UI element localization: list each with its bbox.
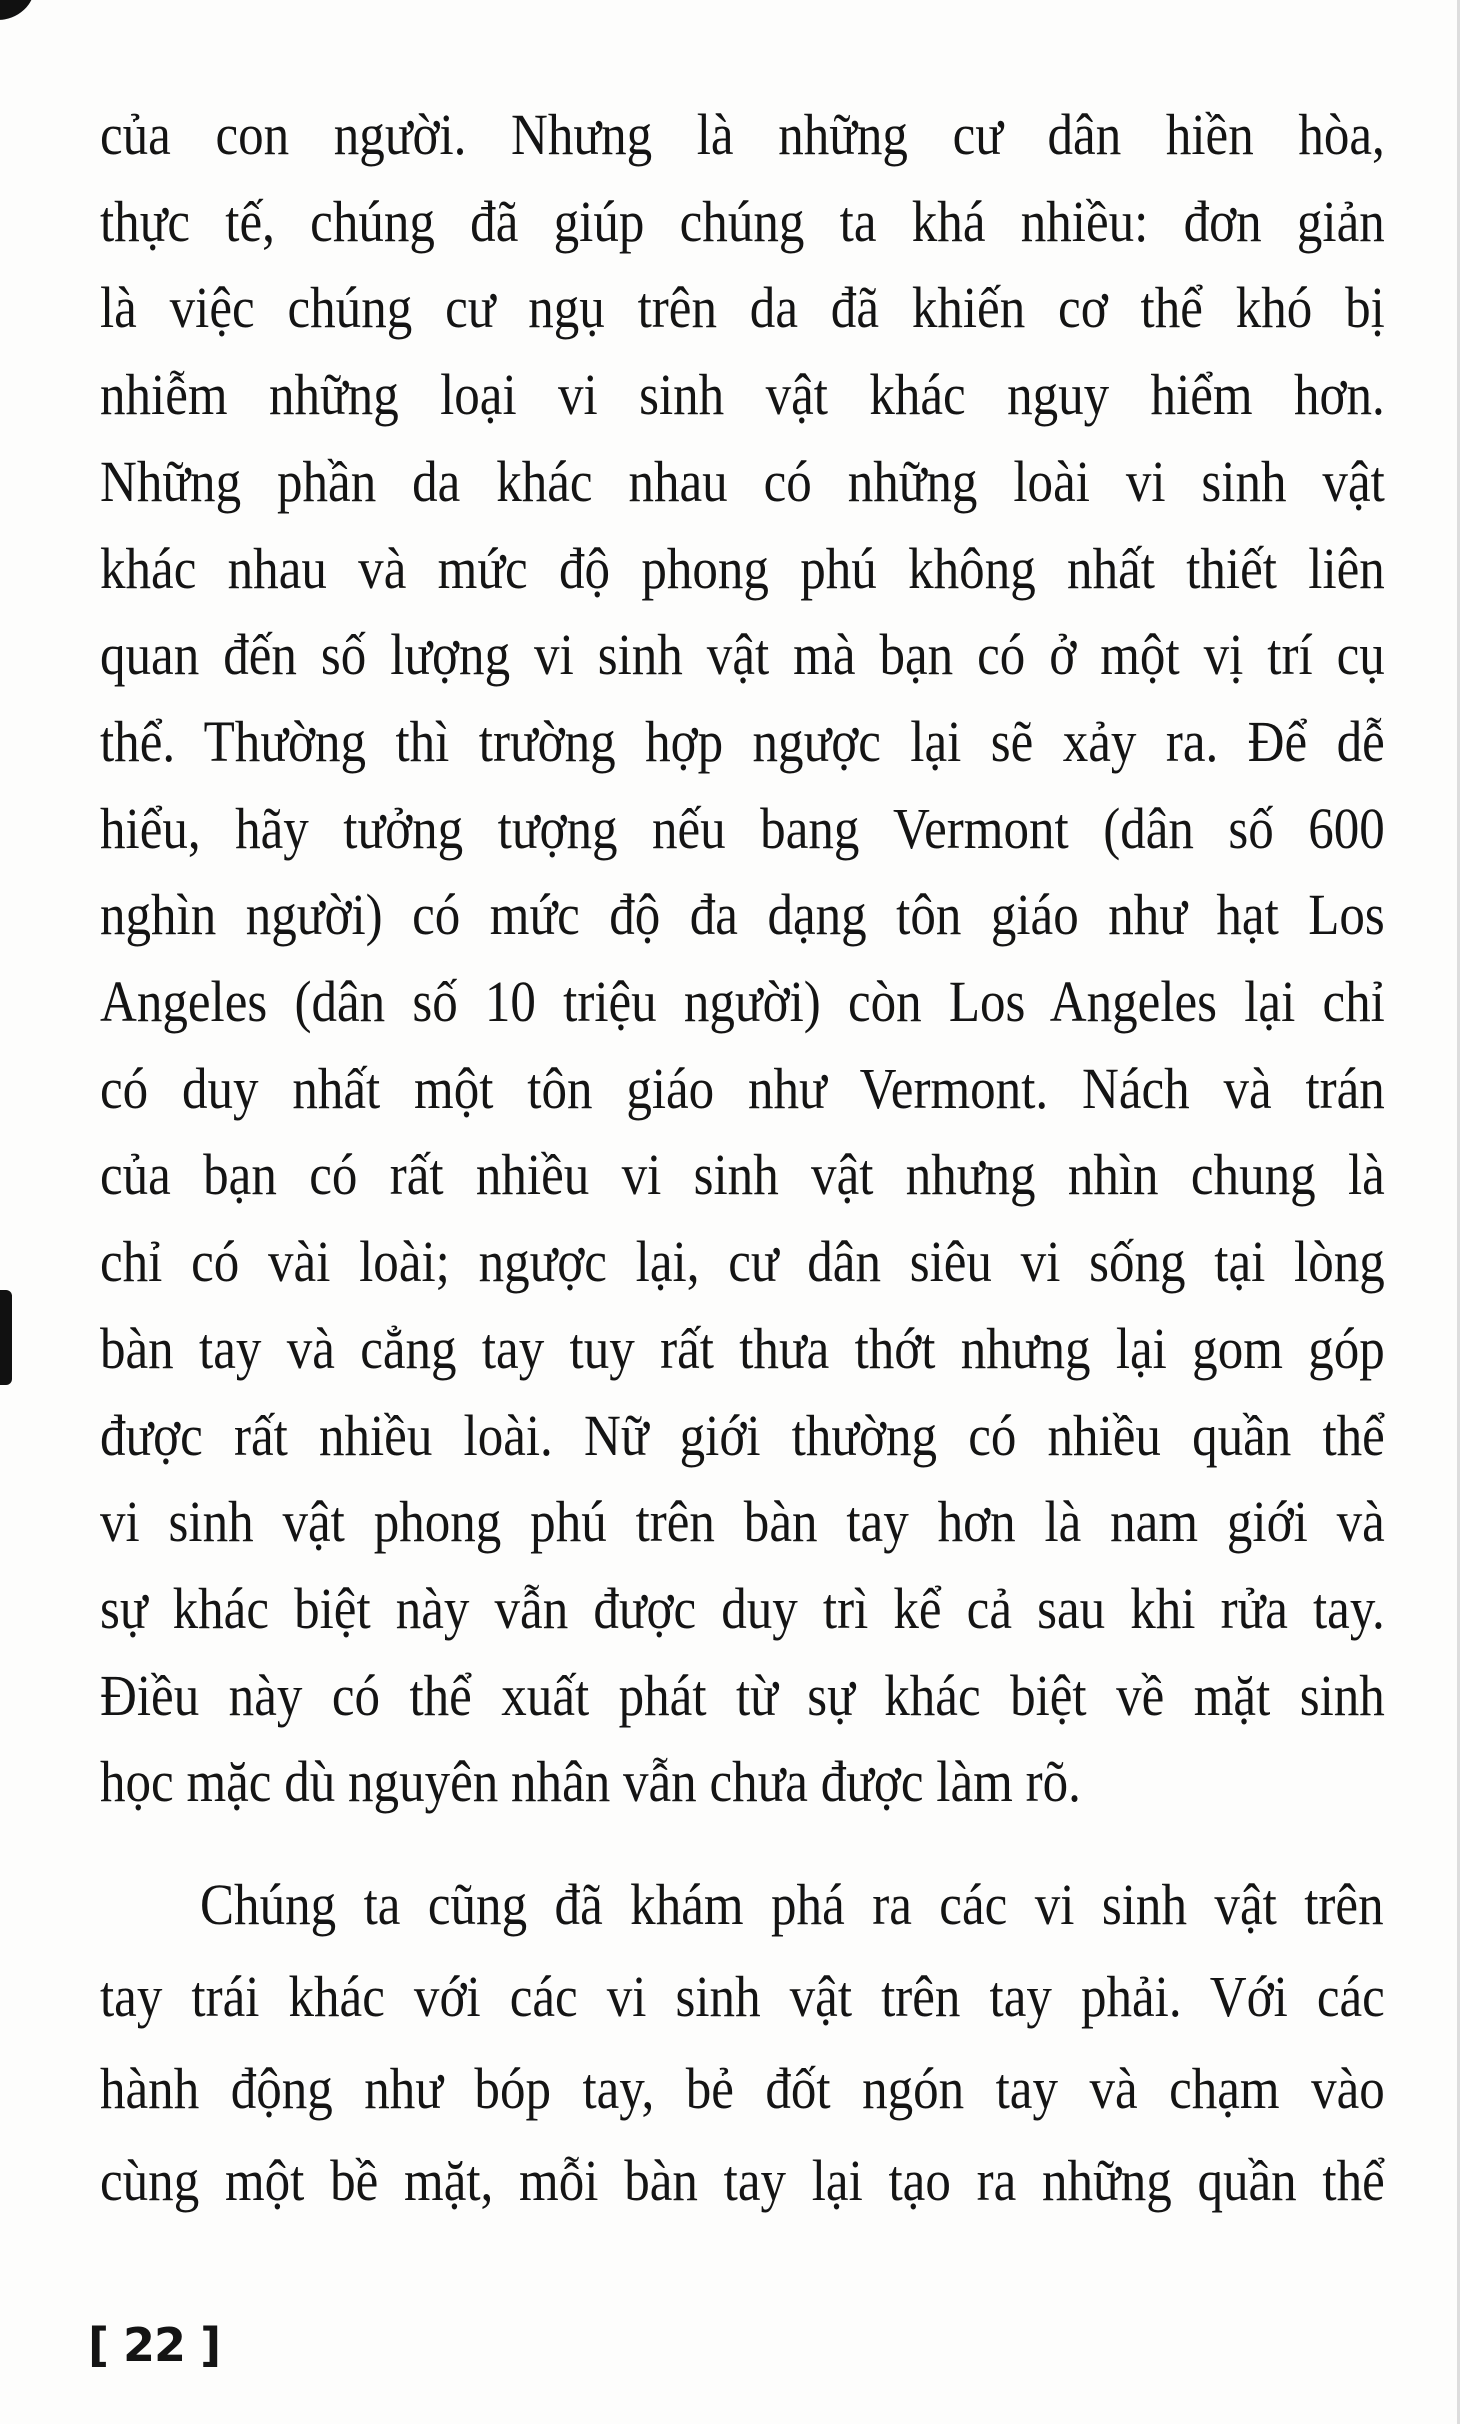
text-line: Những phần da khác nhau có những loài vi sinh vật	[100, 448, 1385, 514]
text-line: Chúng ta cũng đã khám phá ra các vi sinh vật trên	[200, 1872, 1384, 1937]
text-line: chỉ có vài loài; ngược lại, cư dân siêu vi sống tại lòng	[100, 1229, 1385, 1295]
text-line: quan đến số lượng vi sinh vật mà bạn có ở một vị trí cụ	[100, 622, 1385, 688]
text-line: vi sinh vật phong phú trên bàn tay hơn là nam giới và	[100, 1489, 1385, 1555]
text-line: Điều này có thể xuất phát từ sự khác biệt về mặt sinh	[100, 1662, 1385, 1728]
text-line: Angeles (dân số 10 triệu người) còn Los Angeles lại chỉ	[100, 969, 1385, 1034]
text-line: thực tế, chúng đã giúp chúng ta khá nhiều: đơn giản	[100, 188, 1385, 254]
text-line: sự khác biệt này vẫn được duy trì kể cả sau khi rửa tay.	[100, 1575, 1385, 1641]
text-line: nhiễm những loại vi sinh vật khác nguy hiểm hơn.	[100, 362, 1385, 428]
text-line: thể. Thường thì trường hợp ngược lại sẽ xảy ra. Để dễ	[100, 708, 1385, 774]
text-line: được rất nhiều loài. Nữ giới thường có nhiều quần thể	[100, 1402, 1385, 1468]
text-line: của bạn có rất nhiều vi sinh vật nhưng nhìn chung là	[100, 1142, 1385, 1208]
text-line: tay trái khác với các vi sinh vật trên tay phải. Với các	[100, 1964, 1385, 2029]
text-line: hành động như bóp tay, bẻ đốt ngón tay và chạm vào	[100, 2056, 1385, 2121]
page-number: [ 22 ]	[88, 2318, 221, 2372]
page-corner-shadow	[0, 0, 35, 20]
text-line: có duy nhất một tôn giáo như Vermont. Nách và trán	[100, 1055, 1385, 1121]
text-line: hiểu, hãy tưởng tượng nếu bang Vermont (dân số 600	[100, 795, 1385, 861]
text-line: của con người. Nhưng là những cư dân hiền hòa,	[100, 102, 1385, 167]
text-line: là việc chúng cư ngụ trên da đã khiến cơ thể khó bị	[100, 275, 1385, 341]
text-line: khác nhau và mức độ phong phú không nhất thiết liên	[100, 535, 1385, 601]
page-edge-mark	[0, 1290, 12, 1385]
text-line: cùng một bề mặt, mỗi bàn tay lại tạo ra những quần thể	[100, 2148, 1385, 2213]
text-line: bàn tay và cẳng tay tuy rất thưa thớt nhưng lại gom góp	[100, 1315, 1385, 1381]
text-line: nghìn người) có mức độ đa dạng tôn giáo như hạt Los	[100, 882, 1385, 948]
text-line: học mặc dù nguyên nhân vẫn chưa được làm rõ.	[100, 1749, 1081, 1815]
